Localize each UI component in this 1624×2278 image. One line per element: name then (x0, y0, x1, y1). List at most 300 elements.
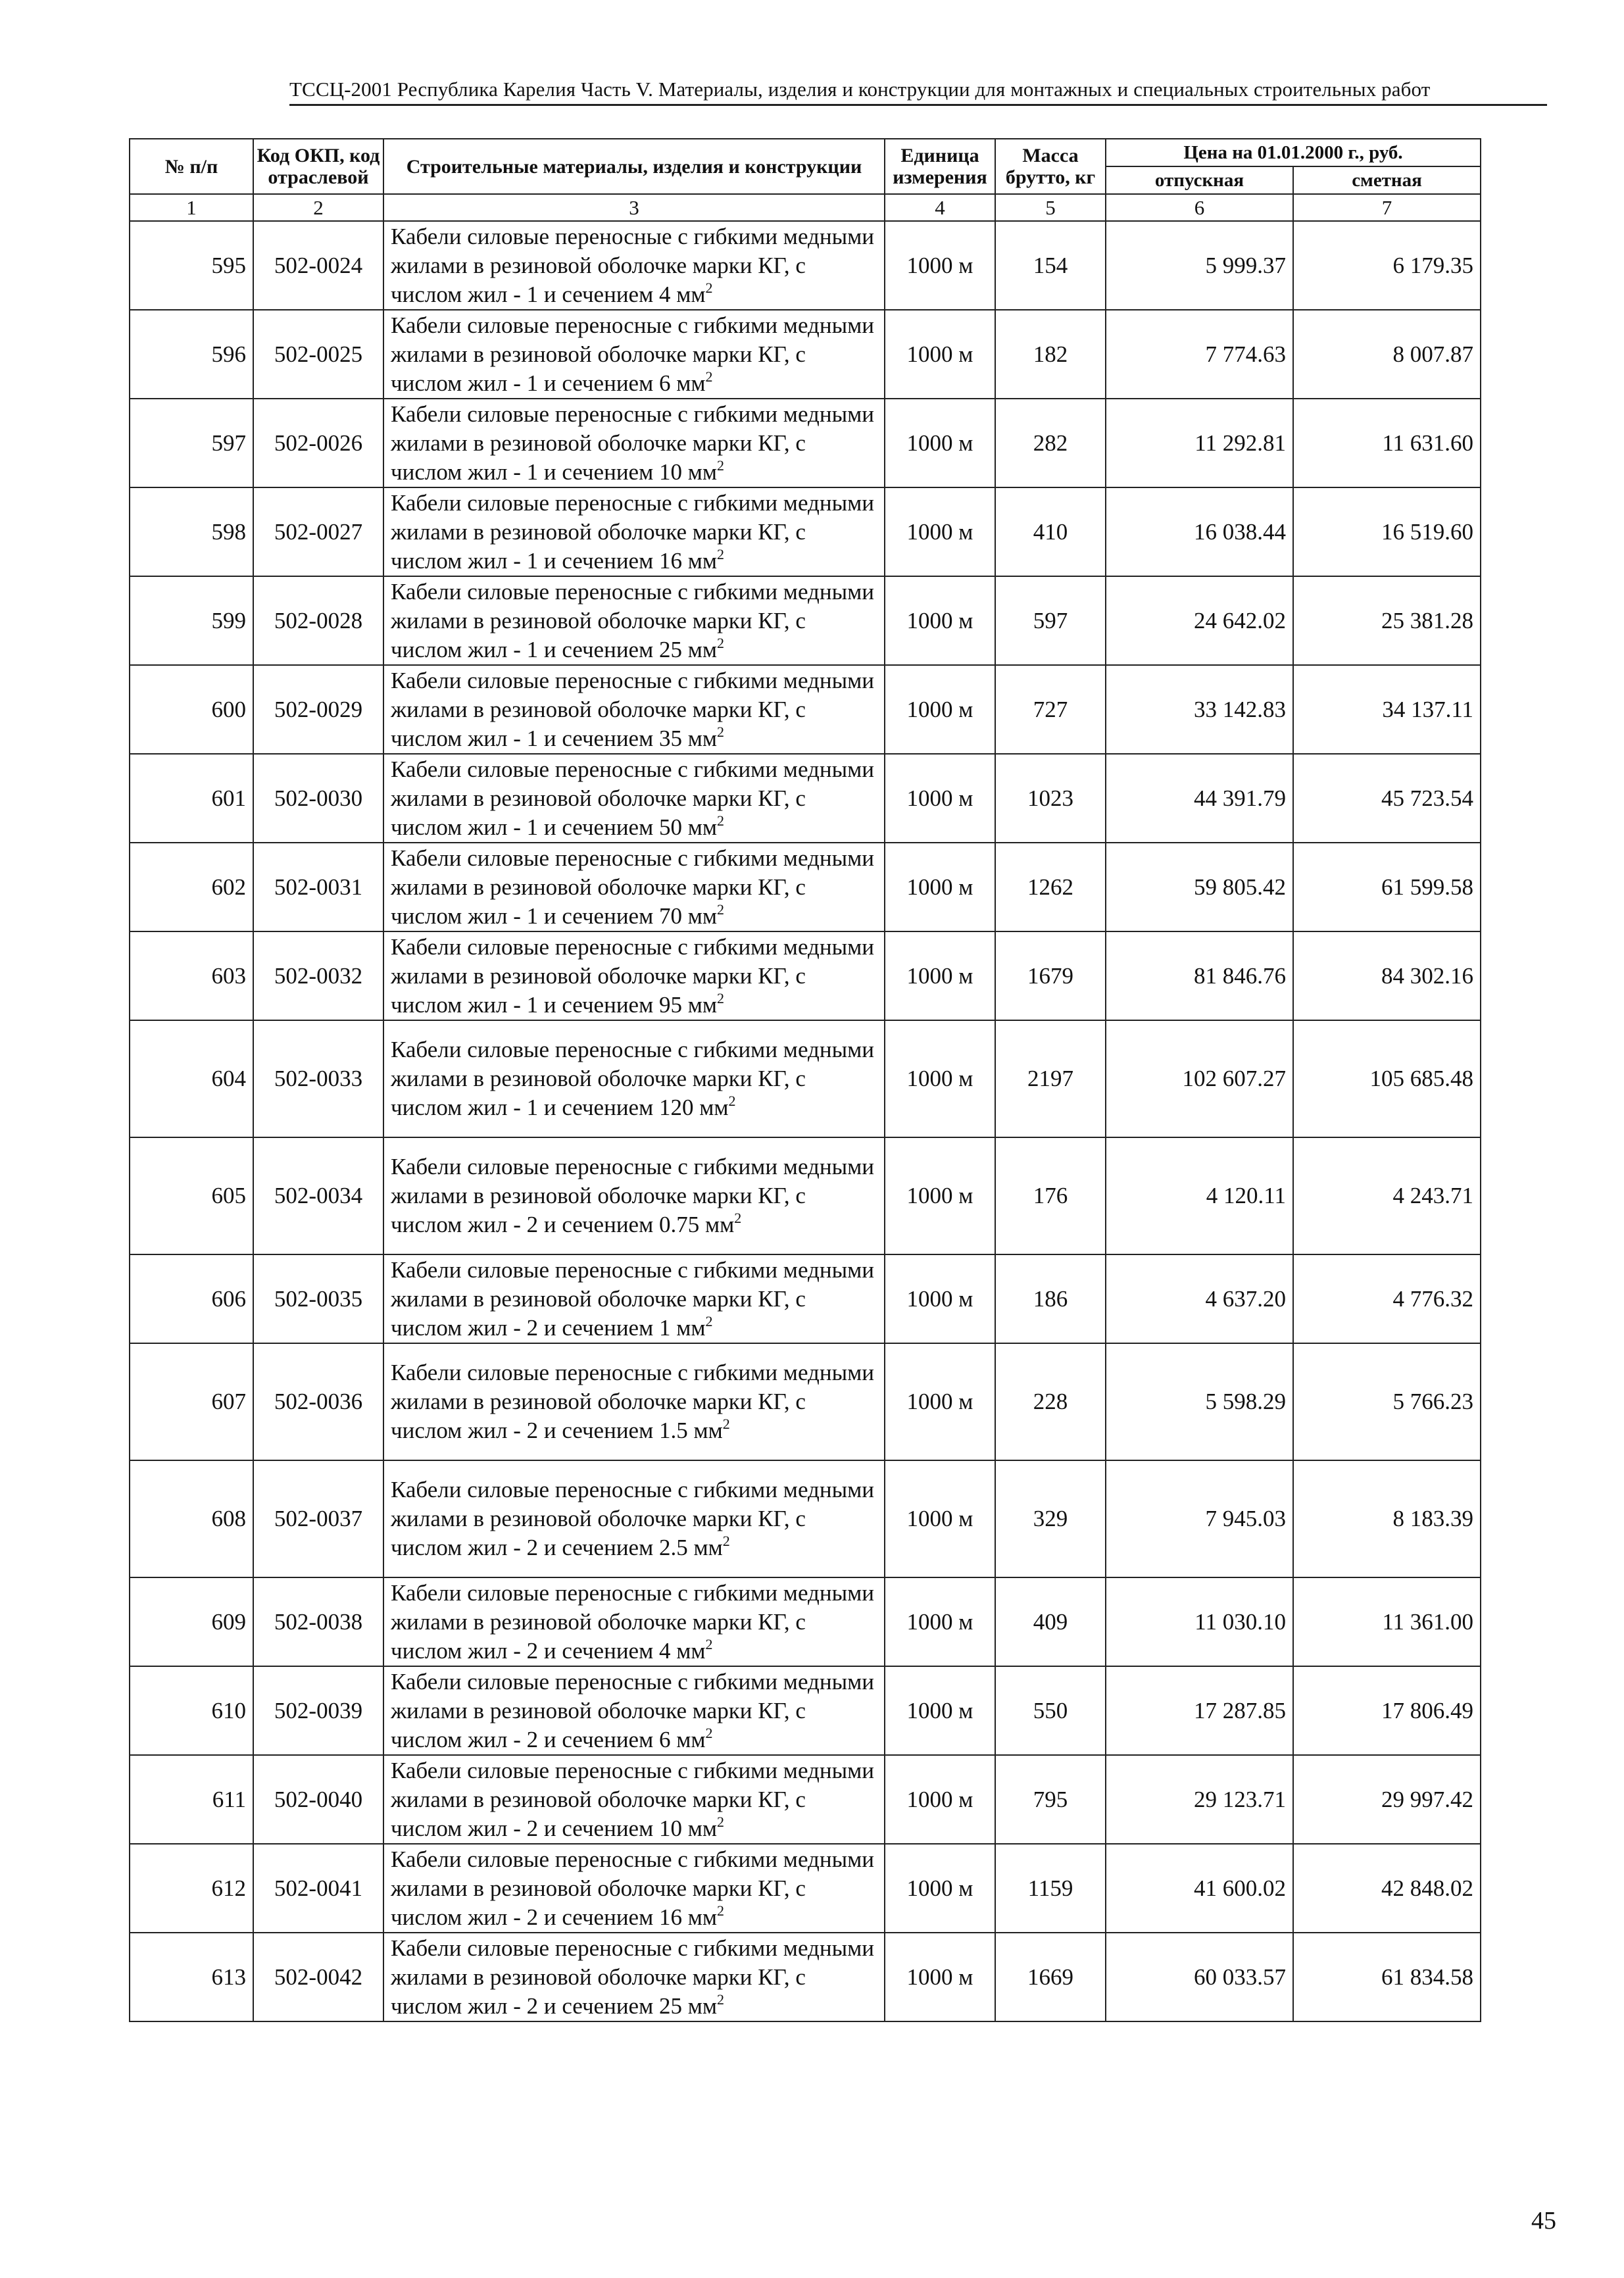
row-number (130, 931, 253, 1020)
row-price-estimate-text: 16 519.60 (1381, 518, 1474, 545)
row-price-estimate (1293, 399, 1481, 487)
row-price-estimate-text: 45 723.54 (1381, 785, 1474, 811)
row-unit (885, 399, 995, 487)
row-unit (885, 754, 995, 843)
row-description-text: Кабели силовые переносные с гибкими медными жилами в резиновой оболочке марки КГ, с числом жил - 2 и сечением 16 мм (391, 1846, 874, 1930)
row-code-text: 502-0033 (274, 1066, 363, 1091)
row-code-text: 502-0035 (274, 1285, 363, 1312)
row-price-estimate (1293, 1933, 1481, 2021)
row-price-estimate (1293, 576, 1481, 665)
row-price-release (1106, 1460, 1293, 1577)
row-description-text: Кабели силовые переносные с гибкими медными жилами в резиновой оболочке марки КГ, с числом жил - 2 и сечением 4 мм (391, 1579, 874, 1664)
row-code-text: 502-0034 (274, 1183, 363, 1208)
row-price-release-text: 41 600.02 (1194, 1875, 1286, 1901)
row-price-release (1106, 1343, 1293, 1460)
row-number (130, 843, 253, 931)
table-row (130, 665, 1481, 754)
row-price-release-text: 16 038.44 (1194, 518, 1286, 545)
row-price-estimate (1293, 1666, 1481, 1755)
row-price-estimate-text: 29 997.42 (1381, 1786, 1474, 1812)
row-description (383, 1137, 885, 1254)
row-mass (995, 487, 1106, 576)
row-number (130, 487, 253, 576)
row-number (130, 399, 253, 487)
column-number: 1 (130, 194, 253, 221)
row-number (130, 1933, 253, 2021)
row-price-estimate (1293, 1020, 1481, 1137)
column-number: 4 (885, 194, 995, 221)
row-mass (995, 1933, 1106, 2021)
row-mass-text: 795 (1033, 1786, 1068, 1812)
column-number: 6 (1106, 194, 1293, 221)
row-number (130, 1137, 253, 1254)
superscript-two: 2 (705, 279, 713, 296)
column-header-mass: Масса брутто, кг (995, 139, 1106, 194)
row-mass-text: 329 (1033, 1506, 1068, 1531)
row-mass-text: 1262 (1027, 874, 1073, 900)
row-price-release (1106, 487, 1293, 576)
table-row (130, 1343, 1481, 1460)
table-row (130, 754, 1481, 843)
row-description (383, 665, 885, 754)
row-price-estimate-text: 61 834.58 (1381, 1964, 1474, 1990)
column-number: 7 (1293, 194, 1481, 221)
row-mass (995, 221, 1106, 310)
row-price-release (1106, 1755, 1293, 1844)
row-mass (995, 1020, 1106, 1137)
table-row (130, 1460, 1481, 1577)
row-price-release (1106, 665, 1293, 754)
row-code (253, 1254, 383, 1343)
column-header-unit: Единица измерения (885, 139, 995, 194)
row-number-text: 601 (211, 785, 246, 811)
row-unit-text: 1000 м (906, 430, 973, 456)
row-number-text: 610 (211, 1697, 246, 1723)
row-mass (995, 1577, 1106, 1666)
page-number: 45 (1531, 2207, 1556, 2235)
row-code-text: 502-0038 (274, 1608, 363, 1635)
row-number-text: 603 (211, 962, 246, 989)
row-mass-text: 182 (1033, 341, 1068, 367)
row-price-estimate (1293, 487, 1481, 576)
row-number-text: 605 (211, 1183, 246, 1208)
row-unit-text: 1000 м (906, 518, 973, 545)
row-description (383, 399, 885, 487)
row-price-release (1106, 1137, 1293, 1254)
table-body (130, 221, 1481, 2021)
row-mass-text: 410 (1033, 518, 1068, 545)
row-code (253, 399, 383, 487)
table-row (130, 1844, 1481, 1933)
row-price-release (1106, 1577, 1293, 1666)
row-number-text: 598 (211, 518, 246, 545)
row-unit (885, 221, 995, 310)
table-row (130, 310, 1481, 399)
row-mass (995, 1755, 1106, 1844)
row-mass (995, 665, 1106, 754)
row-code (253, 1666, 383, 1755)
price-table (129, 138, 1481, 2022)
row-price-estimate-text: 84 302.16 (1381, 962, 1474, 989)
row-code (253, 1020, 383, 1137)
row-description-text: Кабели силовые переносные с гибкими медными жилами в резиновой оболочке марки КГ, с числом жил - 1 и сечением 70 мм (391, 845, 874, 929)
row-unit (885, 931, 995, 1020)
row-description-text: Кабели силовые переносные с гибкими медными жилами в резиновой оболочке марки КГ, с числом жил - 2 и сечением 25 мм (391, 1935, 874, 2019)
row-mass-text: 154 (1033, 252, 1068, 278)
row-code-text: 502-0037 (274, 1506, 363, 1531)
column-header-price-estimate: сметная (1293, 166, 1481, 194)
column-header-price-release: отпускная (1106, 166, 1293, 194)
row-code (253, 310, 383, 399)
row-price-release (1106, 576, 1293, 665)
row-code (253, 1755, 383, 1844)
row-mass (995, 1137, 1106, 1254)
row-price-release-text: 7 774.63 (1205, 341, 1286, 367)
row-description (383, 1460, 885, 1577)
row-price-estimate-text: 105 685.48 (1369, 1066, 1474, 1091)
row-mass (995, 931, 1106, 1020)
row-code (253, 1460, 383, 1577)
row-description (383, 1666, 885, 1755)
row-price-release-text: 7 945.03 (1205, 1506, 1286, 1531)
row-description-text: Кабели силовые переносные с гибкими медными жилами в резиновой оболочке марки КГ, с числом жил - 1 и сечением 25 мм (391, 578, 874, 662)
row-price-estimate-text: 8 183.39 (1392, 1506, 1474, 1531)
row-unit (885, 1020, 995, 1137)
row-code-text: 502-0041 (274, 1875, 363, 1901)
row-description (383, 310, 885, 399)
row-code (253, 1933, 383, 2021)
row-code (253, 1137, 383, 1254)
table-row (130, 576, 1481, 665)
row-code (253, 1844, 383, 1933)
row-number (130, 1577, 253, 1666)
row-price-estimate-text: 25 381.28 (1381, 607, 1474, 633)
row-mass-text: 1669 (1027, 1964, 1073, 1990)
table-row (130, 1577, 1481, 1666)
row-number-text: 613 (211, 1964, 246, 1990)
row-number-text: 606 (211, 1285, 246, 1312)
row-price-release (1106, 399, 1293, 487)
row-price-release-text: 33 142.83 (1194, 696, 1286, 722)
row-price-estimate-text: 61 599.58 (1381, 874, 1474, 900)
row-code (253, 754, 383, 843)
row-description (383, 843, 885, 931)
row-description (383, 487, 885, 576)
superscript-two: 2 (728, 1093, 736, 1109)
row-price-estimate-text: 5 766.23 (1392, 1389, 1474, 1414)
row-unit-text: 1000 м (906, 252, 973, 278)
row-price-release-text: 59 805.42 (1194, 874, 1286, 900)
row-description (383, 1343, 885, 1460)
row-description-text: Кабели силовые переносные с гибкими медными жилами в резиновой оболочке марки КГ, с числом жил - 1 и сечением 4 мм (391, 223, 874, 307)
row-code-text: 502-0027 (274, 518, 363, 545)
row-price-estimate-text: 8 007.87 (1392, 341, 1474, 367)
row-mass (995, 754, 1106, 843)
row-unit (885, 665, 995, 754)
row-code (253, 221, 383, 310)
row-unit-text: 1000 м (906, 1506, 973, 1531)
row-mass-text: 176 (1033, 1183, 1068, 1208)
row-price-release-text: 17 287.85 (1194, 1697, 1286, 1723)
row-mass (995, 310, 1106, 399)
row-code (253, 931, 383, 1020)
row-mass-text: 597 (1033, 607, 1068, 633)
row-description (383, 221, 885, 310)
row-code-text: 502-0030 (274, 785, 363, 811)
row-price-release (1106, 1844, 1293, 1933)
row-mass (995, 1666, 1106, 1755)
table-row (130, 487, 1481, 576)
row-code-text: 502-0039 (274, 1697, 363, 1723)
row-code (253, 1577, 383, 1666)
row-price-estimate (1293, 1343, 1481, 1460)
table-row (130, 1254, 1481, 1343)
row-code-text: 502-0028 (274, 607, 363, 633)
row-price-release (1106, 1020, 1293, 1137)
column-number-row (130, 194, 1481, 221)
row-price-estimate (1293, 1460, 1481, 1577)
superscript-two: 2 (717, 1813, 725, 1830)
row-number-text: 611 (212, 1786, 246, 1812)
row-number (130, 1343, 253, 1460)
table-row (130, 1020, 1481, 1137)
row-price-estimate (1293, 1137, 1481, 1254)
row-price-release-text: 102 607.27 (1182, 1066, 1286, 1091)
superscript-two: 2 (717, 634, 725, 651)
row-unit-text: 1000 м (906, 1066, 973, 1091)
row-mass (995, 1254, 1106, 1343)
row-mass (995, 399, 1106, 487)
row-mass-text: 1159 (1027, 1875, 1073, 1901)
column-number: 3 (383, 194, 885, 221)
row-mass (995, 843, 1106, 931)
superscript-two: 2 (717, 545, 725, 562)
row-description (383, 1933, 885, 2021)
superscript-two: 2 (734, 1210, 742, 1226)
column-header-price-group: Цена на 01.01.2000 г., руб. (1106, 139, 1481, 166)
row-description-text: Кабели силовые переносные с гибкими медными жилами в резиновой оболочке марки КГ, с числом жил - 2 и сечением 6 мм (391, 1668, 874, 1752)
row-price-estimate (1293, 665, 1481, 754)
table-row (130, 843, 1481, 931)
row-mass-text: 409 (1033, 1608, 1068, 1635)
row-unit-text: 1000 м (906, 1786, 973, 1812)
row-code-text: 502-0036 (274, 1389, 363, 1414)
row-price-estimate (1293, 1254, 1481, 1343)
row-mass (995, 1343, 1106, 1460)
row-price-release-text: 44 391.79 (1194, 785, 1286, 811)
row-code-text: 502-0040 (274, 1786, 363, 1812)
row-number-text: 607 (211, 1389, 246, 1414)
row-mass-text: 1023 (1027, 785, 1073, 811)
row-code (253, 576, 383, 665)
row-description (383, 1577, 885, 1666)
row-price-release-text: 5 598.29 (1205, 1389, 1286, 1414)
superscript-two: 2 (705, 1635, 713, 1652)
row-price-release (1106, 1254, 1293, 1343)
row-code-text: 502-0031 (274, 874, 363, 900)
row-unit (885, 1666, 995, 1755)
table-row (130, 1137, 1481, 1254)
row-price-release-text: 11 030.10 (1194, 1608, 1286, 1635)
table-row (130, 1666, 1481, 1755)
row-price-release-text: 4 637.20 (1205, 1285, 1286, 1312)
row-description (383, 754, 885, 843)
row-price-release-text: 5 999.37 (1205, 252, 1286, 278)
row-mass-text: 2197 (1027, 1066, 1073, 1091)
superscript-two: 2 (722, 1416, 730, 1432)
superscript-two: 2 (717, 457, 725, 474)
row-number-text: 595 (211, 252, 246, 278)
row-price-estimate (1293, 1577, 1481, 1666)
row-price-release-text: 4 120.11 (1206, 1183, 1286, 1208)
column-number: 5 (995, 194, 1106, 221)
row-description-text: Кабели силовые переносные с гибкими медными жилами в резиновой оболочке марки КГ, с числом жил - 2 и сечением 10 мм (391, 1757, 874, 1841)
row-price-estimate (1293, 843, 1481, 931)
column-header-num: № п/п (130, 139, 253, 194)
row-mass (995, 576, 1106, 665)
row-description (383, 931, 885, 1020)
row-price-release (1106, 221, 1293, 310)
row-number-text: 612 (211, 1875, 246, 1901)
row-number (130, 1020, 253, 1137)
row-number (130, 1666, 253, 1755)
row-description (383, 1020, 885, 1137)
row-price-estimate (1293, 754, 1481, 843)
row-price-release-text: 11 292.81 (1194, 430, 1286, 456)
row-price-release-text: 29 123.71 (1194, 1786, 1286, 1812)
row-description-text: Кабели силовые переносные с гибкими медными жилами в резиновой оболочке марки КГ, с числом жил - 1 и сечением 95 мм (391, 933, 874, 1018)
row-number-text: 597 (211, 430, 246, 456)
row-unit (885, 1460, 995, 1577)
row-price-release (1106, 1666, 1293, 1755)
row-price-estimate (1293, 931, 1481, 1020)
row-unit (885, 1254, 995, 1343)
row-code-text: 502-0025 (274, 341, 363, 367)
row-unit-text: 1000 м (906, 1389, 973, 1414)
row-description-text: Кабели силовые переносные с гибкими медными жилами в резиновой оболочке марки КГ, с числом жил - 1 и сечением 120 мм (391, 1037, 874, 1120)
row-code (253, 665, 383, 754)
row-price-estimate-text: 34 137.11 (1382, 696, 1474, 722)
row-price-estimate-text: 11 631.60 (1382, 430, 1474, 456)
row-mass-text: 282 (1033, 430, 1068, 456)
row-unit (885, 487, 995, 576)
table-row (130, 1933, 1481, 2021)
row-mass (995, 1460, 1106, 1577)
row-price-release (1106, 754, 1293, 843)
table-row (130, 931, 1481, 1020)
row-description-text: Кабели силовые переносные с гибкими медными жилами в резиновой оболочке марки КГ, с числом жил - 2 и сечением 0.75 мм (391, 1154, 874, 1237)
row-number-text: 602 (211, 874, 246, 900)
superscript-two: 2 (717, 812, 725, 829)
row-mass-text: 228 (1033, 1389, 1068, 1414)
row-unit (885, 843, 995, 931)
row-description-text: Кабели силовые переносные с гибкими медными жилами в резиновой оболочке марки КГ, с числом жил - 1 и сечением 50 мм (391, 756, 874, 840)
row-number-text: 596 (211, 341, 246, 367)
row-mass-text: 727 (1033, 696, 1068, 722)
row-price-release-text: 81 846.76 (1194, 962, 1286, 989)
row-mass (995, 1844, 1106, 1933)
row-description (383, 1254, 885, 1343)
row-code-text: 502-0026 (274, 430, 363, 456)
row-unit (885, 1755, 995, 1844)
superscript-two: 2 (717, 1902, 725, 1919)
row-unit (885, 1933, 995, 2021)
row-description (383, 1755, 885, 1844)
table-row (130, 1755, 1481, 1844)
row-unit-text: 1000 м (906, 607, 973, 633)
table-row (130, 221, 1481, 310)
row-unit-text: 1000 м (906, 1183, 973, 1208)
superscript-two: 2 (722, 1533, 730, 1549)
superscript-two: 2 (705, 368, 713, 385)
row-price-estimate (1293, 221, 1481, 310)
row-price-release (1106, 1933, 1293, 2021)
row-unit-text: 1000 м (906, 696, 973, 722)
row-number (130, 1844, 253, 1933)
row-unit-text: 1000 м (906, 1964, 973, 1990)
row-unit (885, 1137, 995, 1254)
row-number (130, 1755, 253, 1844)
row-unit (885, 310, 995, 399)
row-price-estimate (1293, 1844, 1481, 1933)
row-number-text: 599 (211, 607, 246, 633)
row-code-text: 502-0032 (274, 962, 363, 989)
row-price-estimate (1293, 310, 1481, 399)
row-description-text: Кабели силовые переносные с гибкими медными жилами в резиновой оболочке марки КГ, с числом жил - 1 и сечением 6 мм (391, 312, 874, 396)
row-description-text: Кабели силовые переносные с гибкими медными жилами в резиновой оболочке марки КГ, с числом жил - 1 и сечением 35 мм (391, 667, 874, 751)
row-code-text: 502-0042 (274, 1964, 363, 1990)
superscript-two: 2 (717, 1991, 725, 2008)
running-header: ТССЦ-2001 Республика Карелия Часть V. Материалы, изделия и конструкции для монтажных и специальных строительных работ (289, 78, 1547, 106)
row-price-estimate-text: 11 361.00 (1382, 1608, 1474, 1635)
row-number (130, 665, 253, 754)
row-price-estimate (1293, 1755, 1481, 1844)
row-unit-text: 1000 м (906, 874, 973, 900)
row-number-text: 608 (211, 1506, 246, 1531)
superscript-two: 2 (717, 723, 725, 740)
row-unit (885, 1577, 995, 1666)
superscript-two: 2 (717, 989, 725, 1006)
row-unit-text: 1000 м (906, 1285, 973, 1312)
row-description-text: Кабели силовые переносные с гибкими медными жилами в резиновой оболочке марки КГ, с числом жил - 1 и сечением 16 мм (391, 489, 874, 574)
column-header-name: Строительные материалы, изделия и конструкции (383, 139, 885, 194)
row-mass-text: 550 (1033, 1697, 1068, 1723)
superscript-two: 2 (705, 1312, 713, 1329)
row-unit (885, 1844, 995, 1933)
row-price-release (1106, 931, 1293, 1020)
row-description-text: Кабели силовые переносные с гибкими медными жилами в резиновой оболочке марки КГ, с числом жил - 1 и сечением 10 мм (391, 401, 874, 485)
table-row (130, 399, 1481, 487)
row-number (130, 1460, 253, 1577)
row-number (130, 576, 253, 665)
row-unit (885, 576, 995, 665)
row-price-estimate-text: 42 848.02 (1381, 1875, 1474, 1901)
row-number (130, 310, 253, 399)
column-number: 2 (253, 194, 383, 221)
row-description-text: Кабели силовые переносные с гибкими медными жилами в резиновой оболочке марки КГ, с числом жил - 2 и сечением 2.5 мм (391, 1477, 874, 1560)
row-price-estimate-text: 17 806.49 (1381, 1697, 1474, 1723)
row-price-release-text: 24 642.02 (1194, 607, 1286, 633)
row-number (130, 754, 253, 843)
row-unit-text: 1000 м (906, 962, 973, 989)
row-number (130, 221, 253, 310)
row-price-release (1106, 310, 1293, 399)
superscript-two: 2 (705, 1724, 713, 1741)
row-unit-text: 1000 м (906, 1697, 973, 1723)
row-number-text: 600 (211, 696, 246, 722)
row-code (253, 487, 383, 576)
row-unit (885, 1343, 995, 1460)
